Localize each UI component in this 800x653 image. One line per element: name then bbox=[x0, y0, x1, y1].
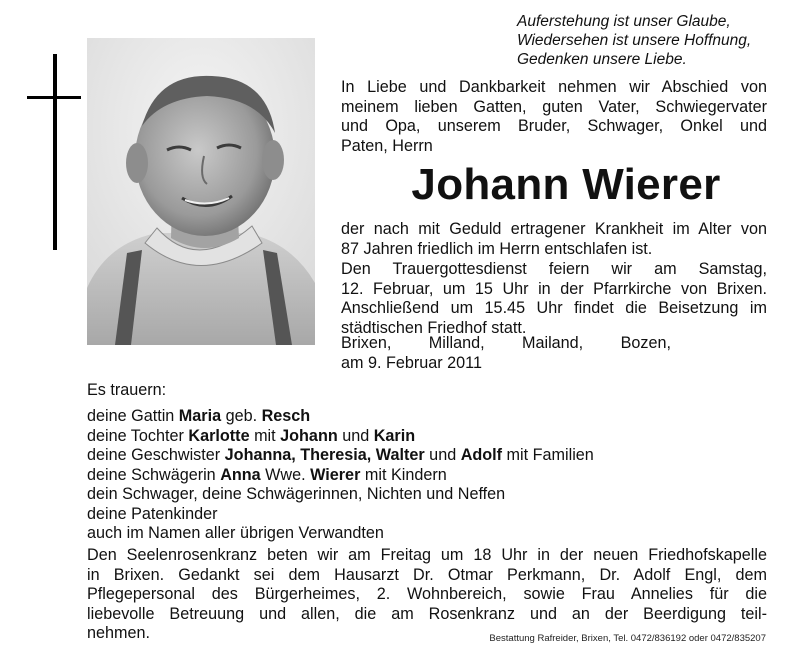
mourner-text: mit Kindern bbox=[360, 465, 447, 484]
rosary-and-thanks bbox=[87, 546, 767, 644]
cross-vertical-bar bbox=[53, 54, 57, 250]
mourner-name: Resch bbox=[261, 407, 311, 425]
motto-line: Auferstehung ist unser Glaube, bbox=[517, 13, 731, 30]
mourner-text: Wwe. bbox=[260, 465, 311, 484]
passing-line: der nach mit Geduld ertragener Krankheit im Alter von bbox=[341, 220, 767, 238]
mourner-text: deine Schwägerin bbox=[87, 465, 221, 484]
portrait-photo bbox=[87, 38, 315, 345]
mourner-name: Maria bbox=[178, 407, 222, 425]
rosary-line: Den Seelenrosenkranz beten wir am Freitag um 18 Uhr in der neuen Friedhofskapelle bbox=[87, 546, 767, 564]
farewell-intro bbox=[341, 78, 767, 156]
place-and-date bbox=[341, 334, 671, 373]
service-line: Den Trauergottesdienst feiern wir am Samstag, bbox=[341, 260, 767, 278]
rosary-line: liebevolle Betreuung und allen, die am Rosenkranz und an der Beerdigung teil- bbox=[87, 604, 767, 623]
mourner-text: geb. bbox=[221, 407, 262, 425]
date-line: am 9. Februar 2011 bbox=[341, 353, 482, 372]
mourner-in-laws: dein Schwager, deine Schwägerinnen, Nichten und Neffen bbox=[87, 485, 506, 503]
mourner-sister-in-law bbox=[87, 466, 594, 486]
funeral-home-credit: Bestattung Rafreider, Brixen, Tel. 0472/836192 oder 0472/835207 bbox=[489, 633, 766, 644]
mourner-text: mit bbox=[249, 426, 281, 445]
place-line: Brixen, Milland, Mailand, Bozen, bbox=[341, 334, 671, 352]
intro-line: In Liebe und Dankbarkeit nehmen wir Abschied von bbox=[341, 78, 767, 96]
mourners-list bbox=[87, 407, 594, 544]
intro-line: Paten, Herrn bbox=[341, 136, 433, 155]
mourner-name: Johanna, Theresia, Walter bbox=[224, 446, 425, 464]
mourner-name: Karlotte bbox=[188, 426, 250, 445]
deceased-name: Johann Wierer bbox=[411, 160, 721, 209]
mourner-name: Karin bbox=[373, 426, 416, 445]
mourner-name: Wierer bbox=[310, 465, 361, 484]
portrait-illustration bbox=[87, 38, 315, 345]
mourner-wife bbox=[87, 407, 594, 427]
intro-line: meinem lieben Gatten, guten Vater, Schwiegervater bbox=[341, 97, 767, 116]
mourner-text: deine Tochter bbox=[87, 426, 189, 445]
mourner-siblings bbox=[87, 446, 594, 466]
rosary-line: nehmen. bbox=[87, 624, 150, 642]
funeral-service-text bbox=[341, 260, 767, 338]
mourner-daughter bbox=[87, 427, 594, 447]
mourners-heading: Es trauern: bbox=[87, 381, 167, 399]
mourner-name: Johann bbox=[280, 426, 338, 445]
service-line: städtischen Friedhof statt. bbox=[341, 318, 527, 337]
motto-line: Gedenken unsere Liebe. bbox=[517, 51, 687, 68]
mourner-text: deine Geschwister bbox=[87, 446, 225, 464]
passing-line: 87 Jahren friedlich im Herrn entschlafen ist. bbox=[341, 239, 653, 258]
intro-line: und Opa, unserem Bruder, Schwager, Onkel und bbox=[341, 117, 767, 135]
cross-horizontal-bar bbox=[27, 96, 81, 99]
mourner-relatives: auch im Namen aller übrigen Verwandten bbox=[87, 524, 384, 542]
mourner-text: mit Familien bbox=[502, 446, 594, 464]
rosary-line: in Brixen. Gedankt sei dem Hausarzt Dr. Otmar Perkmann, Dr. Adolf Engl, dem bbox=[87, 565, 767, 584]
service-line: 12. Februar, um 15 Uhr in der Pfarrkirche von Brixen. bbox=[341, 279, 767, 298]
motto bbox=[517, 12, 792, 69]
passing-text bbox=[341, 220, 767, 259]
mourner-name: Adolf bbox=[460, 446, 503, 464]
service-line: Anschließend um 15.45 Uhr findet die Beisetzung im bbox=[341, 299, 767, 317]
mourner-name: Anna bbox=[220, 465, 261, 484]
mourner-godchildren: deine Patenkinder bbox=[87, 504, 218, 523]
rosary-line: Pflegepersonal des Bürgerheimes, 2. Wohnbereich, sowie Frau Annelies für die bbox=[87, 585, 767, 603]
mourner-text: und bbox=[424, 446, 461, 464]
mourner-text: und bbox=[337, 426, 374, 445]
mourner-text: deine Gattin bbox=[87, 407, 179, 425]
motto-line: Wiedersehen ist unsere Hoffnung, bbox=[517, 32, 752, 49]
